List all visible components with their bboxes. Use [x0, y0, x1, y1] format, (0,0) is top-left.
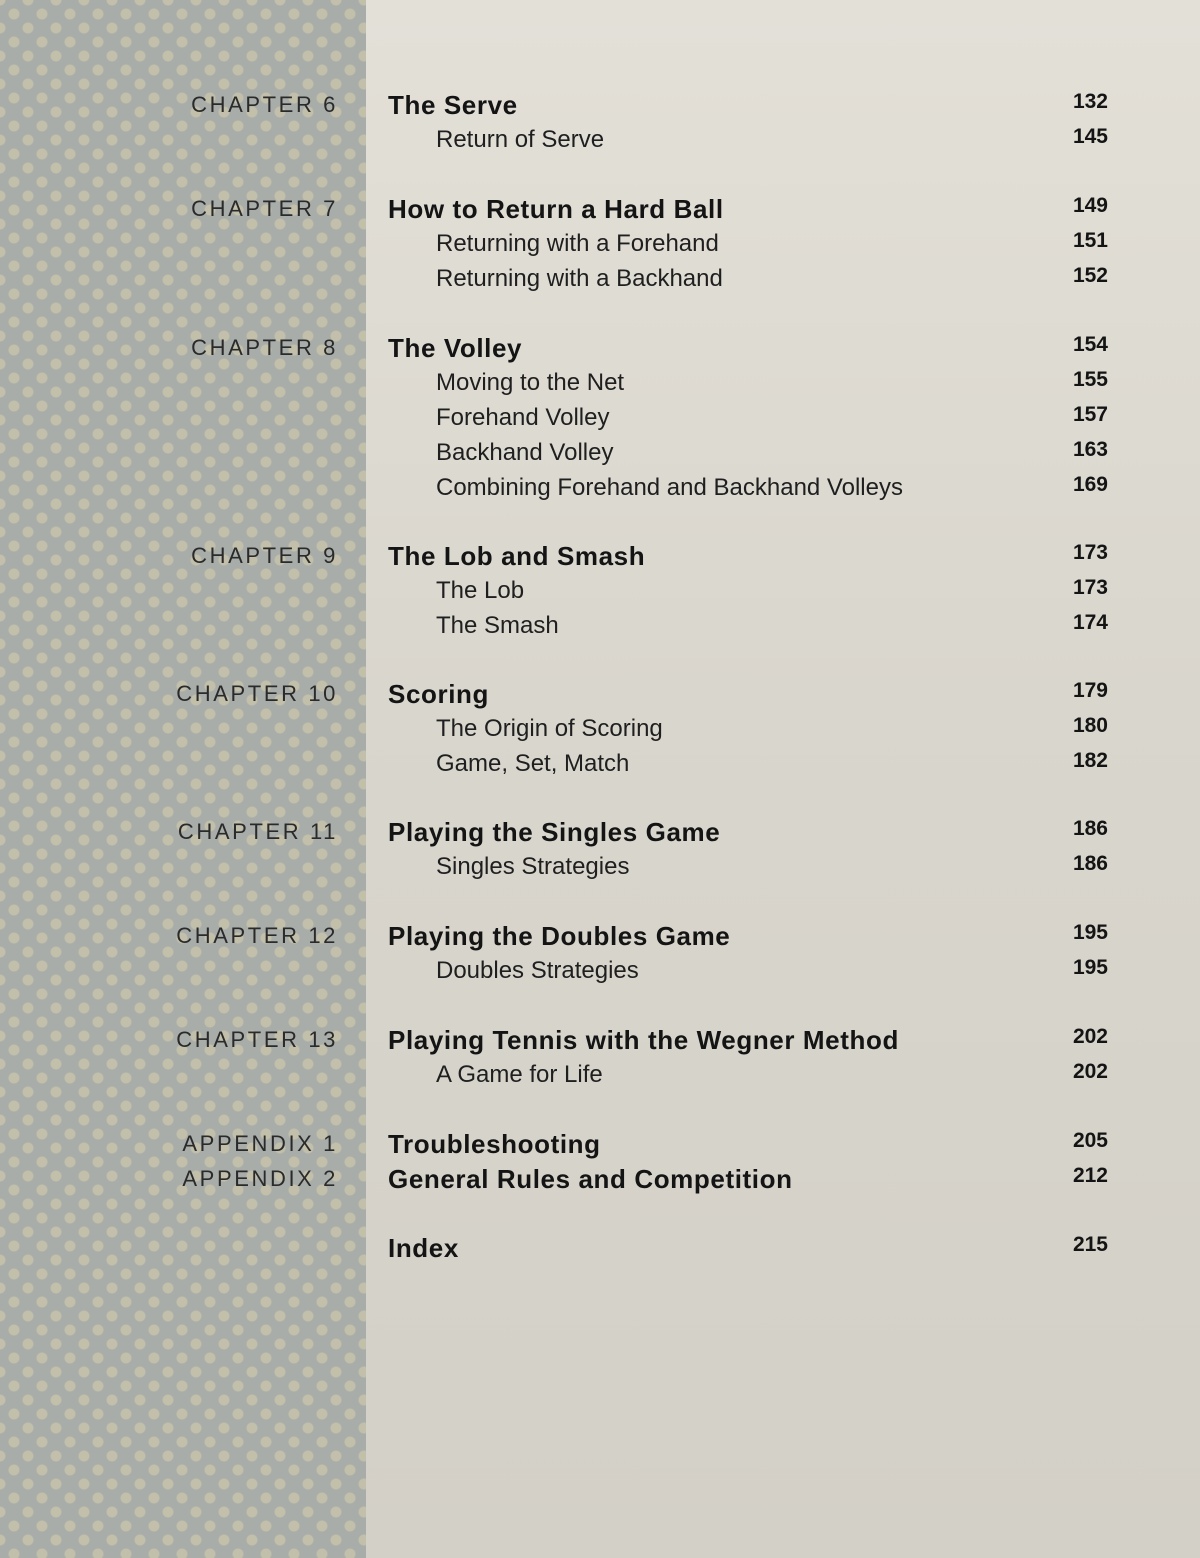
chapter-label: CHAPTER 12 — [176, 923, 338, 948]
page-number: 180 — [1072, 714, 1108, 737]
chapter-label: CHAPTER 7 — [191, 196, 338, 221]
page-number: 152 — [1072, 264, 1108, 287]
section-title-link[interactable]: Return of Serve — [436, 126, 605, 153]
section-title-link[interactable]: Returning with a Forehand — [436, 230, 719, 257]
chapter-label: CHAPTER 11 — [177, 819, 338, 844]
toc-chapter-6 — [0, 90, 1200, 160]
chapter-label: CHAPTER 13 — [176, 1027, 338, 1052]
appendix-title-link[interactable]: General Rules and Competition — [388, 1164, 793, 1194]
chapter-label: CHAPTER 10 — [176, 681, 338, 706]
toc-chapter-8 — [0, 333, 1200, 508]
toc-chapter-12 — [0, 921, 1200, 991]
chapter-title-link[interactable]: Playing Tennis with the Wegner Method — [388, 1025, 899, 1055]
page-number: 163 — [1072, 438, 1108, 461]
page-number: 195 — [1072, 956, 1108, 979]
section-title-link[interactable]: Doubles Strategies — [436, 957, 639, 984]
section-title-link[interactable]: Forehand Volley — [436, 404, 610, 431]
chapter-title-link[interactable]: The Serve — [388, 90, 518, 120]
chapter-title-link[interactable]: Playing the Doubles Game — [388, 921, 731, 951]
page-number: 169 — [1072, 473, 1108, 496]
toc-appendices — [0, 1129, 1200, 1199]
section-title-link[interactable]: Moving to the Net — [436, 369, 625, 396]
toc-chapter-11 — [0, 817, 1200, 887]
chapter-title-link[interactable]: How to Return a Hard Ball — [388, 194, 724, 224]
page-number: 195 — [1072, 921, 1108, 944]
chapter-title-link[interactable]: The Lob and Smash — [388, 541, 646, 571]
section-title-link[interactable]: Backhand Volley — [436, 439, 614, 466]
page-number: 173 — [1072, 576, 1108, 599]
chapter-title-link[interactable]: The Volley — [388, 333, 523, 363]
page-number: 182 — [1072, 749, 1108, 772]
page-number: 132 — [1072, 90, 1108, 113]
toc-chapter-9 — [0, 541, 1200, 646]
page-number: 179 — [1072, 679, 1108, 702]
appendix-label: APPENDIX 1 — [182, 1131, 338, 1156]
page-number: 173 — [1072, 541, 1108, 564]
section-title-link[interactable]: Game, Set, Match — [436, 750, 630, 777]
chapter-label: CHAPTER 8 — [191, 335, 338, 360]
chapter-label: CHAPTER 6 — [191, 92, 338, 117]
page-number: 186 — [1072, 852, 1108, 875]
page-number: 157 — [1072, 403, 1108, 426]
section-title-link[interactable]: Singles Strategies — [436, 853, 630, 880]
section-title-link[interactable]: A Game for Life — [436, 1061, 603, 1088]
page-number: 212 — [1072, 1164, 1108, 1187]
page-number: 202 — [1072, 1025, 1108, 1048]
toc-chapter-7 — [0, 194, 1200, 299]
page-number: 186 — [1072, 817, 1108, 840]
page-number: 215 — [1072, 1233, 1108, 1256]
page-number: 155 — [1072, 368, 1108, 391]
chapter-label: CHAPTER 9 — [191, 543, 338, 568]
page-number: 174 — [1072, 611, 1108, 634]
chapter-title-link[interactable]: Scoring — [388, 679, 489, 709]
page-number: 149 — [1072, 194, 1108, 217]
section-title-link[interactable]: The Origin of Scoring — [436, 715, 663, 742]
appendix-title-link[interactable]: Troubleshooting — [388, 1129, 601, 1159]
page-number: 145 — [1072, 125, 1108, 148]
toc-chapter-13 — [0, 1025, 1200, 1095]
toc-chapter-10 — [0, 679, 1200, 784]
toc-index — [0, 1233, 1200, 1268]
section-title-link[interactable]: The Smash — [436, 612, 559, 639]
page-number: 205 — [1072, 1129, 1108, 1152]
page-number: 202 — [1072, 1060, 1108, 1083]
appendix-label: APPENDIX 2 — [182, 1166, 338, 1191]
chapter-title-link[interactable]: Playing the Singles Game — [388, 817, 721, 847]
section-title-link[interactable]: Returning with a Backhand — [436, 265, 723, 292]
page-number: 154 — [1072, 333, 1108, 356]
index-title-link[interactable]: Index — [388, 1233, 459, 1263]
section-title-link[interactable]: The Lob — [436, 577, 525, 604]
page-number: 151 — [1072, 229, 1108, 252]
section-title-link[interactable]: Combining Forehand and Backhand Volleys — [436, 474, 903, 501]
